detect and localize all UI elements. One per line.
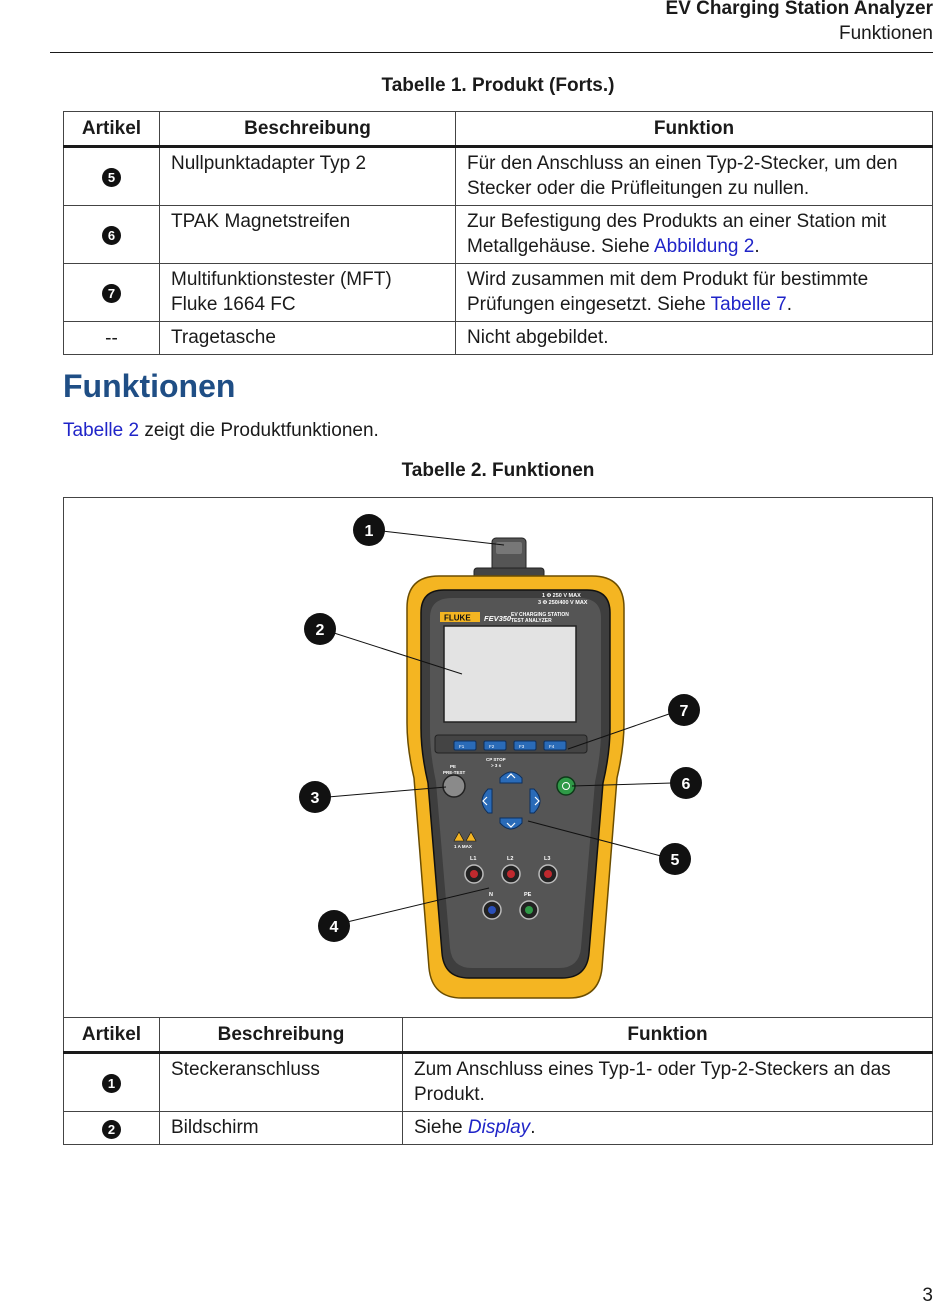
- item-number-badge: 2: [102, 1120, 121, 1139]
- item-cell: [64, 1053, 160, 1112]
- table-link[interactable]: Tabelle 7: [710, 294, 787, 315]
- intro-text: zeigt die Produktfunktionen.: [139, 420, 379, 441]
- function-cell: Nicht abgebildet.: [456, 322, 933, 355]
- table2-caption: Tabelle 2. Funktionen: [401, 460, 595, 481]
- terminal-l2-label: L2: [507, 856, 514, 862]
- function-text-end: .: [754, 236, 760, 257]
- item-number-badge: 5: [102, 168, 121, 187]
- column-header-beschreibung: Beschreibung: [160, 112, 456, 147]
- current-limit-label: 1 A MAX: [454, 844, 472, 849]
- table-row: [64, 264, 933, 322]
- description-cell: Tragetasche: [160, 322, 456, 355]
- key-f4-label: F4: [549, 744, 555, 749]
- terminal-l3-label: L3: [544, 856, 551, 862]
- header-subtitle: Funktionen: [838, 23, 933, 44]
- table-row: [64, 147, 933, 206]
- column-header-funktion: Funktion: [456, 112, 933, 147]
- intro-paragraph: [63, 420, 379, 442]
- table-header-row: [64, 1018, 933, 1053]
- description-cell: [160, 264, 456, 322]
- terminals-l: [465, 865, 557, 883]
- key-f2-label: F2: [489, 744, 495, 749]
- terminal-n-label: N: [489, 892, 493, 898]
- key-f1-label: F1: [459, 744, 465, 749]
- table-header-row: [64, 112, 933, 147]
- device-illustration: [64, 498, 932, 1018]
- function-text-end: .: [530, 1117, 536, 1138]
- model-label: FEV350: [484, 614, 512, 623]
- table-link[interactable]: Tabelle 2: [63, 420, 140, 441]
- function-cell: [403, 1112, 933, 1145]
- key-f4: [544, 741, 566, 750]
- page-number: 3: [922, 1285, 933, 1306]
- cp-stop-time-label: > 3 s: [491, 763, 502, 768]
- description-cell: Steckeranschluss: [160, 1053, 403, 1112]
- column-header-artikel: Artikel: [64, 1018, 160, 1053]
- column-header-beschreibung: Beschreibung: [160, 1018, 403, 1053]
- description-cell: Nullpunktadapter Typ 2: [160, 147, 456, 206]
- column-header-artikel: Artikel: [64, 112, 160, 147]
- table-row: [64, 1053, 933, 1112]
- function-cell: [456, 264, 933, 322]
- device-screen: [444, 626, 576, 722]
- column-header-funktion: Funktion: [403, 1018, 933, 1053]
- description-line: Multifunktionstester (MFT): [171, 269, 392, 290]
- table-row: [64, 1112, 933, 1145]
- header-title: EV Charging Station Analyzer: [665, 0, 933, 19]
- item-number-badge: 1: [102, 1074, 121, 1093]
- terminal-l2-socket: [507, 870, 515, 878]
- function-text: Wird zusammen mit dem Produkt für bestimmte Prüfungen eingesetzt. Siehe: [467, 269, 869, 315]
- plug-connector-cap: [496, 542, 522, 554]
- description-cell: TPAK Magnetstreifen: [160, 206, 456, 264]
- header-divider: [50, 52, 933, 53]
- device-subtitle-1: EV CHARGING STATION: [511, 612, 569, 618]
- key-f1: [454, 741, 476, 750]
- device-subtitle-2: TEST ANALYZER: [511, 618, 552, 624]
- function-text: Siehe: [414, 1117, 468, 1138]
- item-cell: --: [64, 322, 160, 355]
- callout-3-label: 3: [310, 790, 320, 807]
- function-text: Zur Befestigung des Produkts an einer Station mit Metallgehäuse. Siehe: [467, 211, 887, 257]
- callout-6-label: 6: [681, 776, 691, 793]
- item-cell: [64, 264, 160, 322]
- leader-line-1: [382, 531, 504, 545]
- key-f2: [484, 741, 506, 750]
- terminal-pe-label: PE: [524, 892, 532, 898]
- pe-pretest-button: [443, 775, 465, 797]
- description-line: Fluke 1664 FC: [171, 294, 296, 315]
- rating-line-2: 3 Φ 250/400 V MAX: [538, 600, 588, 606]
- terminal-l1-label: L1: [470, 856, 477, 862]
- item-cell: [64, 147, 160, 206]
- section-title: Funktionen: [63, 368, 236, 404]
- display-link[interactable]: Display: [467, 1117, 531, 1138]
- key-f3: [514, 741, 536, 750]
- function-cell: Zum Anschluss eines Typ-1- oder Typ-2-Steckers an das Produkt.: [403, 1053, 933, 1112]
- table-row: [64, 206, 933, 264]
- cp-stop-label: CP STOP: [486, 757, 506, 762]
- callout-1-label: 1: [364, 523, 374, 540]
- functions-table: [63, 1017, 933, 1145]
- item-number-badge: 7: [102, 284, 121, 303]
- terminal-l3-socket: [544, 870, 552, 878]
- table1-caption: Tabelle 1. Produkt (Forts.): [381, 75, 615, 96]
- callout-5-label: 5: [670, 852, 680, 869]
- function-text-end: .: [786, 294, 793, 315]
- pe-label: PE: [450, 764, 457, 769]
- product-table: [63, 111, 933, 355]
- description-cell: Bildschirm: [160, 1112, 403, 1145]
- function-cell: Für den Anschluss an einen Typ-2-Stecker, um den Stecker oder die Prüfleitungen zu nullen.: [456, 147, 933, 206]
- callout-7-label: 7: [679, 703, 689, 720]
- terminal-pe-socket: [525, 906, 533, 914]
- device-figure: [63, 497, 933, 1018]
- terminal-n-socket: [488, 906, 496, 914]
- item-cell: [64, 1112, 160, 1145]
- figure-link[interactable]: Abbildung 2: [653, 236, 755, 257]
- item-cell: [64, 206, 160, 264]
- function-cell: [456, 206, 933, 264]
- brand-label: FLUKE: [444, 613, 471, 623]
- key-f3-label: F3: [519, 744, 525, 749]
- pretest-label: PRE-TEST: [443, 770, 466, 775]
- callout-2-label: 2: [315, 622, 325, 639]
- terminal-l1-socket: [470, 870, 478, 878]
- callout-4-label: 4: [329, 919, 339, 936]
- rating-line-1: 1 Φ 250 V MAX: [542, 593, 581, 599]
- item-number-badge: 6: [102, 226, 121, 245]
- table-row: [64, 322, 933, 355]
